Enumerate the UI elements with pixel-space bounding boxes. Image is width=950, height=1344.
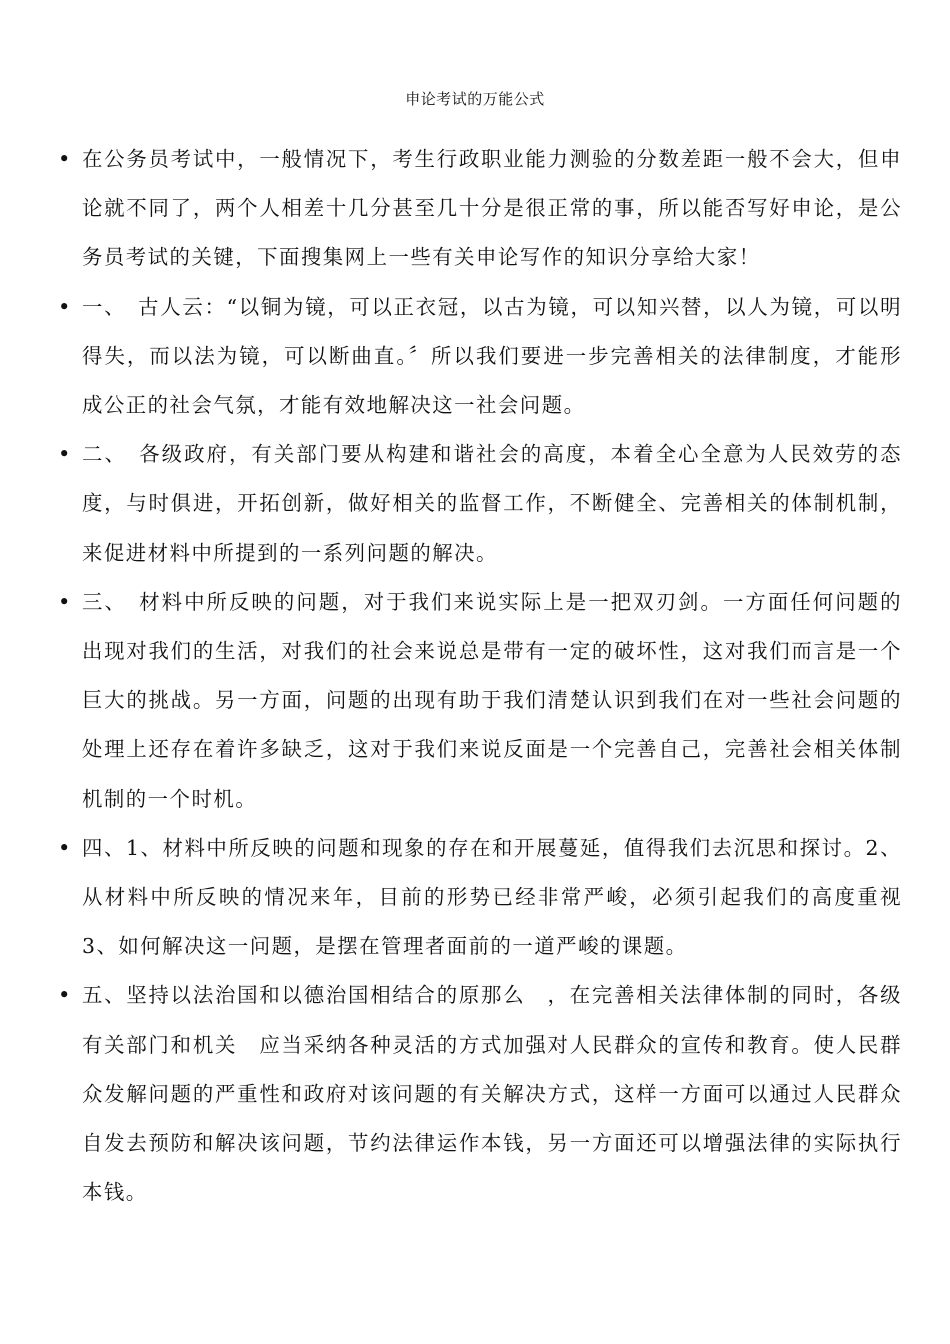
list-item <box>54 430 902 578</box>
bullet-icon: • <box>58 294 71 319</box>
paragraph-intro: 在公务员考试中，一般情况下，考生行政职业能力测验的分数差距一般不会大，但申论就不同了，两个人相差十几分甚至几十分是很正常的事，所以能否写好申论，是公务员考试的关键，下面搜集网上一些有关申论写作的知识分享给大家！ <box>82 147 902 270</box>
list-item <box>54 283 902 431</box>
list-item <box>54 135 902 283</box>
document-title: 申论考试的万能公式 <box>405 90 545 108</box>
paragraph-five: 五、坚持以法治国和以德治国相结合的原那么 ，在完善相关法律体制的同时，各级有关部门和机关 应当采纳各种灵活的方式加强对人民群众的宣传和教育。使人民群众发解问题的严重性和政府对该问题的有关解决方式，这样一方面可以通过人民群众自发去预防和解决该问题，节约法律运作本钱，另一方面还可以增强法律的实际执行本钱。 <box>82 983 902 1205</box>
bullet-icon: • <box>58 147 71 171</box>
bullet-icon: • <box>58 835 71 860</box>
list-item <box>54 971 902 1217</box>
list-item <box>54 824 902 972</box>
bullet-icon: • <box>58 442 71 467</box>
bullet-icon: • <box>58 983 71 1008</box>
bullet-icon: • <box>58 589 71 614</box>
list-item <box>54 578 902 824</box>
paragraph-two: 二、 各级政府，有关部门要从构建和谐社会的高度，本着全心全意为人民效劳的态度，与时俱进，开拓创新，做好相关的监督工作，不断健全、完善相关的体制机制，来促进材料中所提到的一系列问题的解决。 <box>82 442 902 565</box>
paragraph-three: 三、 材料中所反映的问题，对于我们来说实际上是一把双刃剑。一方面任何问题的出现对我们的生活，对我们的社会来说总是带有一定的破坏性，这对我们而言是一个巨大的挑战。另一方面，问题的出现有助于我们清楚认识到我们在对一些社会问题的处理上还存在着许多缺乏，这对于我们来说反面是一个完善自己，完善社会相关体制机制的一个时机。 <box>82 589 902 811</box>
document-body <box>54 135 902 1217</box>
paragraph-one: 一、 古人云：“以铜为镜，可以正衣冠，以古为镜，可以知兴替，以人为镜，可以明得失，而以法为镜，可以断曲直。〞所以我们要进一步完善相关的法律制度，才能形成公正的社会气氛，才能有效地解决这一社会问题。 <box>82 294 902 418</box>
paragraph-four: 四、1、材料中所反映的问题和现象的存在和开展蔓延，值得我们去沉思和探讨。2、从材料中所反映的情况来年，目前的形势已经非常严峻，必须引起我们的高度重视 3、如何解决这一问题，是摆在管理者面前的一道严峻的课题。 <box>82 835 902 959</box>
